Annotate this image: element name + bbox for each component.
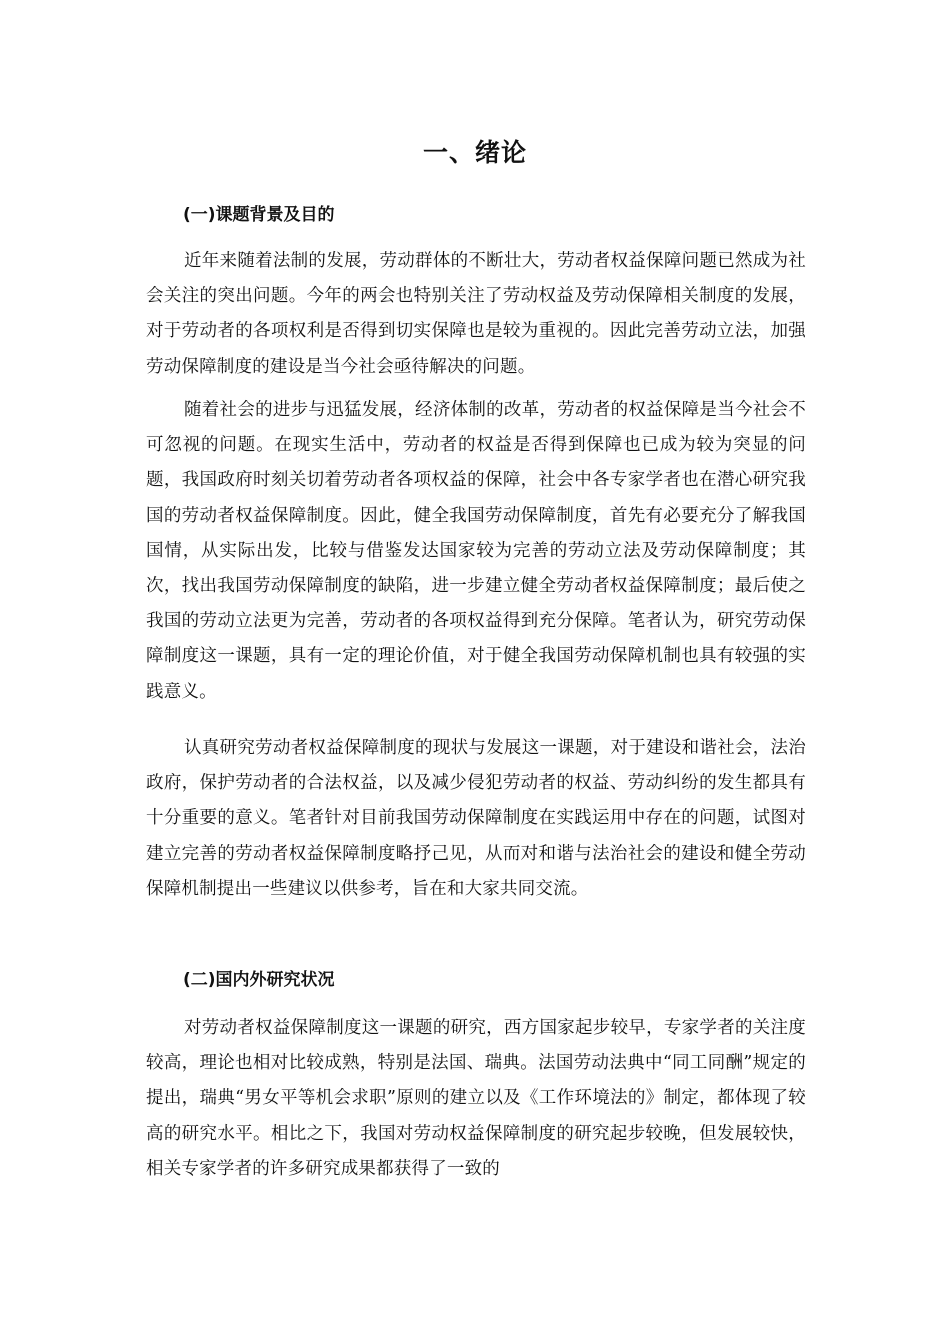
section-heading-research-status: (二)国内外研究状况 xyxy=(183,970,335,990)
chapter-title: 一、绪论 xyxy=(422,138,527,167)
section-heading-background: (一)课题背景及目的 xyxy=(183,205,335,225)
paragraph-background-2: 随着社会的进步与迅猛发展，经济体制的改革，劳动者的权益保障是当今社会不可忽视的问题。在现实生活中，劳动者的权益是否得到保障也已成为较为突显的问题，我国政府时刻关切着劳动者各项权益的保障，社会中各专家学者也在潜心研究我国的劳动者权益保障制度。因此，健全我国劳动保障制度，首先有必要充分了解我国国情，从实际出发，比较与借鉴发达国家较为完善的劳动立法及劳动保障制度；其次，找出我国劳动保障制度的缺陷，进一步建立健全劳动者权益保障制度；最后使之我国的劳动立法更为完善，劳动者的各项权益得到充分保障。笔者认为，研究劳动保障制度这一课题，具有一定的理论价值，对于健全我国劳动保障机制也具有较强的实践意义。 xyxy=(146,400,806,702)
paragraph-background-3: 认真研究劳动者权益保障制度的现状与发展这一课题，对于建设和谐社会，法治政府，保护劳动者的合法权益，以及减少侵犯劳动者的权益、劳动纠纷的发生都具有十分重要的意义。笔者针对目前我国劳动保障制度在实践运用中存在的问题，试图对建立完善的劳动者权益保障制度略抒己见，从而对和谐与法治社会的建设和健全劳动保障机制提出一些建议以供参考，旨在和大家共同交流。 xyxy=(146,738,806,899)
paragraph-background-1: 近年来随着法制的发展，劳动群体的不断壮大，劳动者权益保障问题已然成为社会关注的突出问题。今年的两会也特别关注了劳动权益及劳动保障相关制度的发展，对于劳动者的各项权利是否得到切实保障也是较为重视的。因此完善劳动立法，加强劳动保障制度的建设是当今社会亟待解决的问题。 xyxy=(146,251,806,377)
paragraph-research-status-1: 对劳动者权益保障制度这一课题的研究，西方国家起步较早，专家学者的关注度较高，理论也相对比较成熟，特别是法国、瑞典。法国劳动法典中“同工同酬”规定的提出，瑞典“男女平等机会求职”原则的建立以及《工作环境法的》制定，都体现了较高的研究水平。相比之下，我国对劳动权益保障制度的研究起步较晚，但发展较快，相关专家学者的许多研究成果都获得了一致的 xyxy=(146,1018,806,1179)
